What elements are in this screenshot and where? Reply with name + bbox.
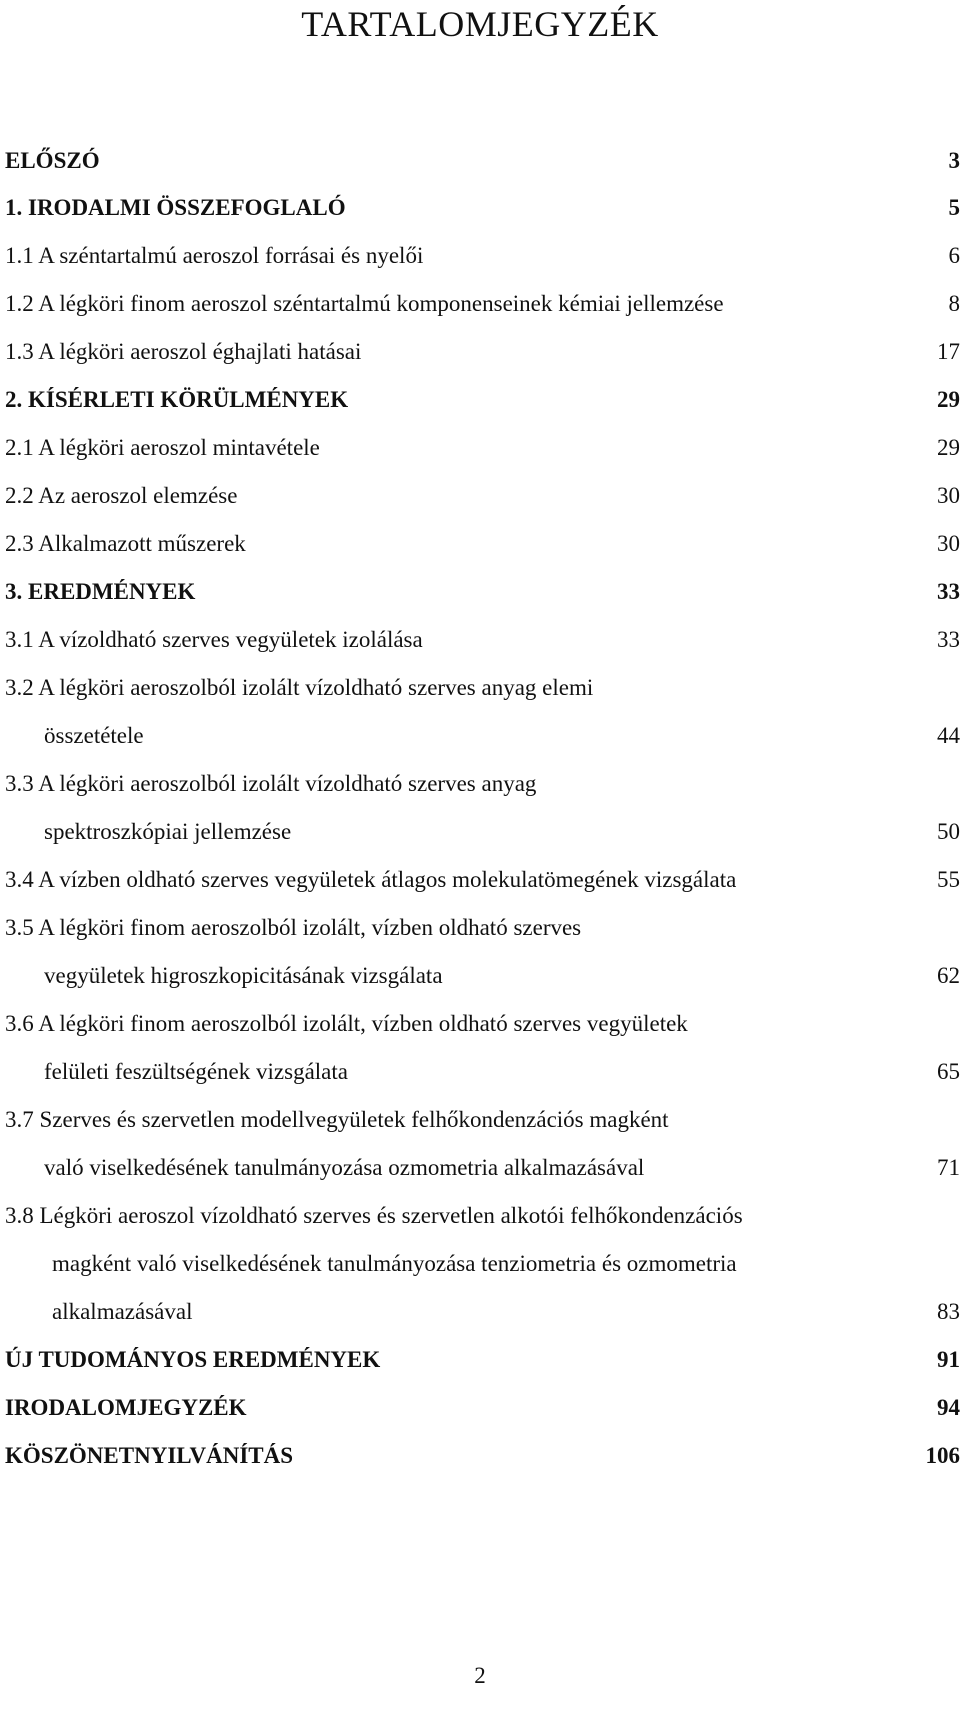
toc-entry-page: 62 <box>937 963 960 988</box>
toc-entry-title: 3.8 Légköri aeroszol vízoldható szerves és szervetlen alkotói felhőkondenzációs <box>5 1203 743 1228</box>
toc-entry <box>0 1004 960 1044</box>
toc-entry <box>0 1340 960 1380</box>
toc-entry-page: 71 <box>937 1155 960 1180</box>
toc-entry-title: 2. KÍSÉRLETI KÖRÜLMÉNYEK <box>5 387 349 412</box>
toc-entry <box>0 956 960 996</box>
toc-entry-title: 1. IRODALMI ÖSSZEFOGLALÓ <box>5 195 346 220</box>
toc-entry-page: 94 <box>937 1395 960 1420</box>
toc-entry <box>0 812 960 852</box>
toc-entry <box>0 860 960 900</box>
toc-entry <box>0 380 960 420</box>
toc-entry <box>0 141 960 181</box>
toc-entry <box>0 716 960 756</box>
toc-entry-title: 3.1 A vízoldható szerves vegyületek izolálása <box>5 627 423 652</box>
toc-entry <box>0 1244 960 1284</box>
toc-entry <box>0 908 960 948</box>
toc-entry <box>0 1148 960 1188</box>
toc-entry <box>0 332 960 372</box>
toc-entry-page: 30 <box>937 483 960 508</box>
toc-entry-title: alkalmazásával <box>52 1299 193 1324</box>
toc-entry-page: 8 <box>948 291 960 316</box>
toc-entry-page: 29 <box>937 387 960 412</box>
toc-entry <box>0 620 960 660</box>
toc-entry-title: 3.3 A légköri aeroszolból izolált vízoldható szerves anyag <box>5 771 537 796</box>
toc-entry <box>0 668 960 708</box>
toc-entry-title: 3.2 A légköri aeroszolból izolált vízoldható szerves anyag elemi <box>5 675 594 700</box>
toc-entry-page: 6 <box>948 243 960 268</box>
toc-entry-page: 30 <box>937 531 960 556</box>
toc-entry-title: vegyületek higroszkopicitásának vizsgálata <box>44 963 443 988</box>
toc-entry <box>0 188 960 228</box>
toc-entry-title: 2.3 Alkalmazott műszerek <box>5 531 246 556</box>
toc-entry <box>0 1196 960 1236</box>
toc-entry-title: IRODALOMJEGYZÉK <box>5 1395 247 1420</box>
toc-entry-title: ELŐSZÓ <box>5 148 100 173</box>
toc-entry <box>0 1100 960 1140</box>
toc-entry-page: 91 <box>937 1347 960 1372</box>
toc-entry-title: való viselkedésének tanulmányozása ozmometria alkalmazásával <box>44 1155 645 1180</box>
toc-entry-title: magként való viselkedésének tanulmányozása tenziometria és ozmometria <box>52 1251 737 1276</box>
toc-entry-page: 3 <box>948 148 960 173</box>
toc-entry-title: 3.4 A vízben oldható szerves vegyületek átlagos molekulatömegének vizsgálata <box>5 867 737 892</box>
toc-entry-page: 5 <box>948 195 960 220</box>
toc-entry-title: felületi feszültségének vizsgálata <box>44 1059 348 1084</box>
toc-entry-page: 50 <box>937 819 960 844</box>
toc-entry-title: 2.1 A légköri aeroszol mintavétele <box>5 435 320 460</box>
toc-entry <box>0 572 960 612</box>
page-number: 2 <box>474 1663 486 1688</box>
toc-entry <box>0 428 960 468</box>
toc-entry <box>0 476 960 516</box>
toc-entry-title: 2.2 Az aeroszol elemzése <box>5 483 238 508</box>
toc-entry-title: 3.7 Szerves és szervetlen modellvegyületek felhőkondenzációs magként <box>5 1107 669 1132</box>
toc-entry-title: 1.3 A légköri aeroszol éghajlati hatásai <box>5 339 362 364</box>
toc-entry-page: 55 <box>937 867 960 892</box>
toc-entry-page: 33 <box>937 627 960 652</box>
toc-entry-page: 65 <box>937 1059 960 1084</box>
toc-entry-title: 1.1 A széntartalmú aeroszol forrásai és nyelői <box>5 243 424 268</box>
toc-entry-title: ÚJ TUDOMÁNYOS EREDMÉNYEK <box>5 1347 381 1372</box>
toc-entry-title: spektroszkópiai jellemzése <box>44 819 292 844</box>
toc-entry-page: 29 <box>937 435 960 460</box>
toc-entry-page: 17 <box>937 339 960 364</box>
toc-entry-title: 3. EREDMÉNYEK <box>5 579 196 604</box>
toc-entry <box>0 236 960 276</box>
toc-entry <box>0 284 960 324</box>
toc-entry <box>0 764 960 804</box>
toc-entry <box>0 1052 960 1092</box>
toc-entry <box>0 1388 960 1428</box>
toc-entry-title: KÖSZÖNETNYILVÁNÍTÁS <box>5 1443 294 1468</box>
toc-entry-title: 3.5 A légköri finom aeroszolból izolált, vízben oldható szerves <box>5 915 582 940</box>
toc-entry-page: 33 <box>937 579 960 604</box>
page-title: TARTALOMJEGYZÉK <box>301 4 659 44</box>
toc-entry-title: 3.6 A légköri finom aeroszolból izolált, vízben oldható szerves vegyületek <box>5 1011 688 1036</box>
toc-entry-page: 44 <box>937 723 960 748</box>
toc-entry <box>0 1436 960 1476</box>
toc-entry <box>0 1292 960 1332</box>
toc-entry-title: összetétele <box>44 723 144 748</box>
toc-entry-page: 106 <box>925 1443 960 1468</box>
toc-entry-title: 1.2 A légköri finom aeroszol széntartalmú komponenseinek kémiai jellemzése <box>5 291 724 316</box>
toc-entry-page: 83 <box>937 1299 960 1324</box>
toc-entry <box>0 524 960 564</box>
